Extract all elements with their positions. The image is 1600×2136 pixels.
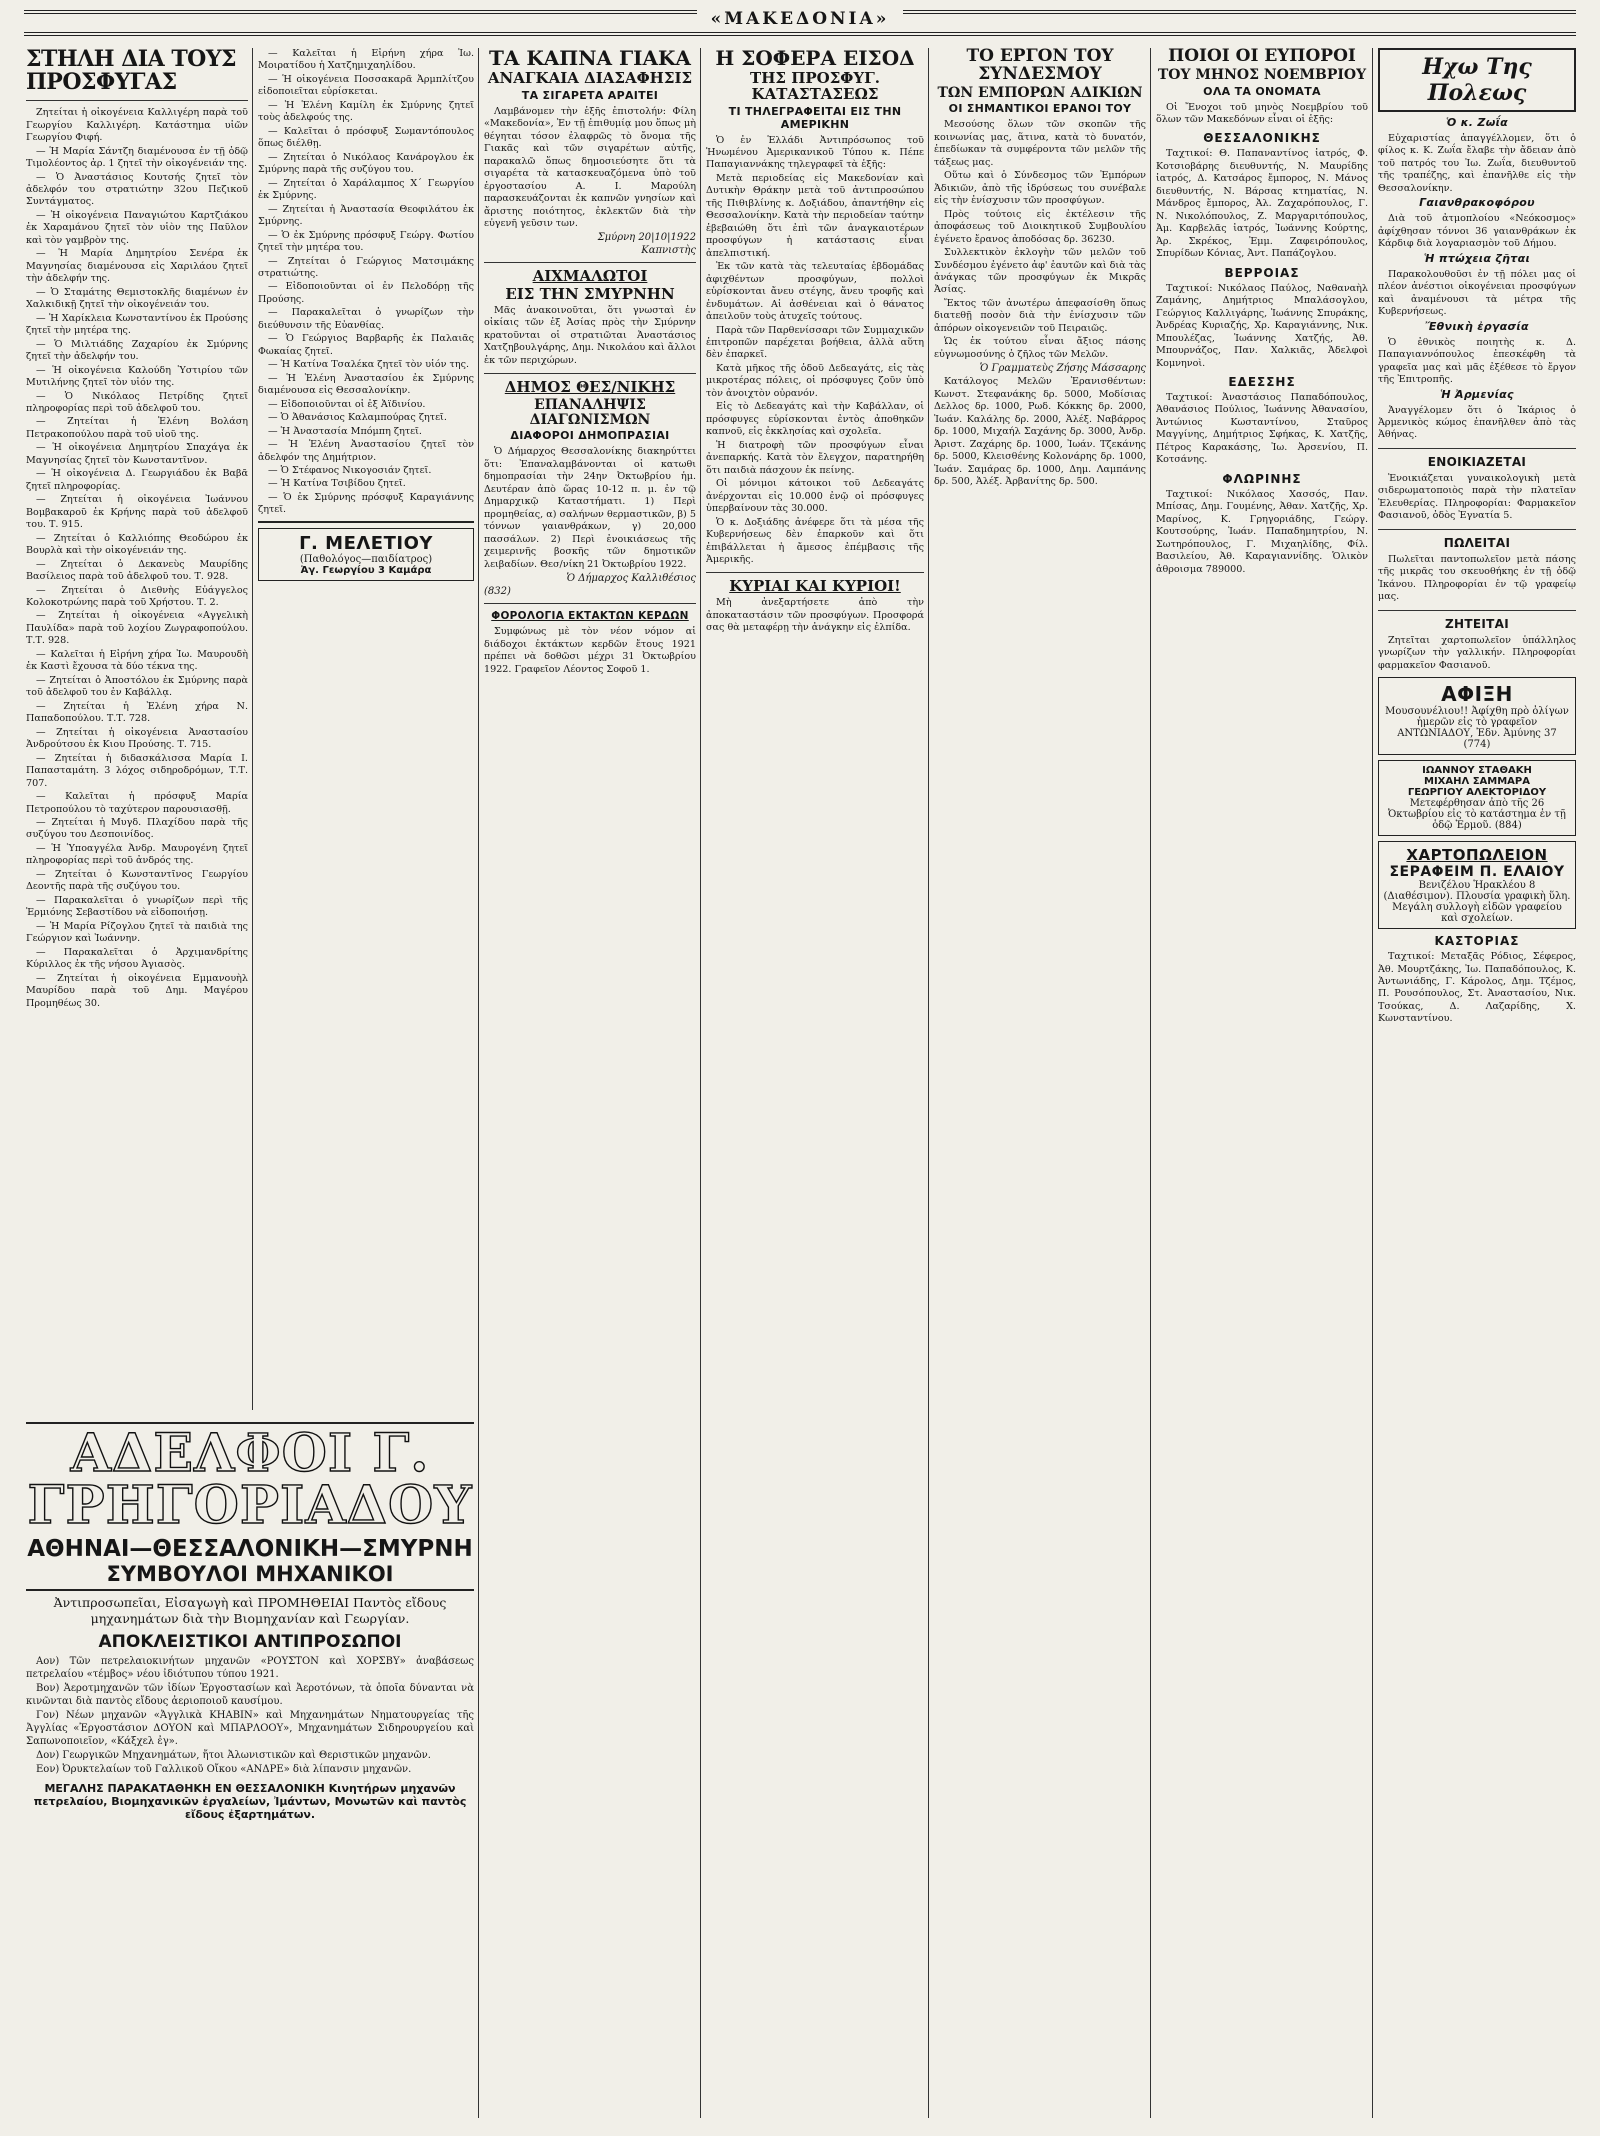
doctor-ad-title: Γ. ΜΕΛΕΤΙΟΥ <box>299 532 433 554</box>
echo-text-7: Πωλεῖται παντοπωλεῖον μετὰ πάσης τῆς μικρᾶς του σκευοθήκης ἐν τῇ ὁδῷ Ἰκάνου. Πληροφορίαι ἐν τῷ γραφείῳ μας. <box>1378 553 1576 603</box>
arrival-ad <box>1378 677 1576 755</box>
column-separator <box>928 48 929 2118</box>
arrival-ad-title: ΑΦΙΞΗ <box>1441 682 1513 707</box>
doctor-ad-sub: (Παθολόγος—παιδίατρος) <box>299 553 433 565</box>
refugee-column-cont-body <box>258 48 474 517</box>
municipality-sign: Ὁ Δήμαρχος Καλλιθέσιος <box>566 573 696 585</box>
echo-heading-6: ΕΝΟΙΚΙΑΖΕΤΑΙ <box>1427 454 1527 469</box>
notice-item: — Ἡ οἰκογένεια Δημητρίου Σπαχάγα ἐκ Μαγνησίας ζητεῖ τὸν Κωνσταντῖνον. <box>26 442 248 466</box>
article-paragraph: Κατὰ μῆκος τῆς ὁδοῦ Δεδεαγάτς, εἰς τὰς μικροτέρας πόλεις, οἱ πρόσφυγες ζοῦν ὑπὸ τὸν ἀνοιχτὸν οὐρανόν. <box>706 362 924 399</box>
grigoriadou-ad-desc: Ἀντιπροσωπεῖαι, Εἰσαγωγὴ καὶ ΠΡΟΜΗΘΕΙΑΙ Παντὸς εἴδους μηχανημάτων διὰ τὴν Βιομηχανίαν καὶ Γεωργίαν. <box>53 1595 447 1627</box>
city-section-title: ΕΔΕΣΣΗΣ <box>1228 374 1296 389</box>
column-separator <box>252 48 253 1410</box>
office-ad <box>1378 760 1576 836</box>
taxpayers-subtitle2: ΟΛΑ ΤΑ ΟΝΟΜΑΤΑ <box>1203 84 1321 98</box>
stationery-ad-sub: ΣΕΡΑΦΕΙΜ Π. ΕΛΑΙΟΥ <box>1389 864 1565 881</box>
merchants-subtitle: ΤΩΝ ΕΜΠΟΡΩΝ ΑΔΙΚΙΩΝ <box>937 84 1143 101</box>
merchants-secretary: Ὁ Γραμματεὺς Ζήσης Μάσσαρης <box>979 363 1146 375</box>
taxpayers-column <box>1156 48 1368 2118</box>
notice-item: — Ζητείται ὁ Γεώργιος Ματσιμάκης στρατιώτης. <box>258 255 474 279</box>
notice-item: — Ἡ οἰκογένεια Ποσσακαρᾶ Ἀρμπλίτζου εἰδοποιεῖται εὑρίσκεται. <box>258 73 474 98</box>
notice-item: — Ζητείται ὁ Νικόλαος Κανάρογλου ἐκ Σμύρνης παρὰ τῆς συζύγου του. <box>258 151 474 176</box>
merchants-list: Κατάλογος Μελῶν Ἐρανισθέντων: Κωνστ. Στεφανάκης δρ. 5000, Μοδίσιας Δελλος δρ. 1000, Ρωδ. Κόκκης δρ. 2000, Ἰωάν. Καλάλης δρ. 2000, Ἀλέξ. Ναβάρρος δρ. 1000, Μιχαήλ Σαχάνης δρ. 3000, Ἀνδρ. Ἀριστ. Ζαχάρης δρ. 1000, Ἰωάν. Τζεκάνης δρ. 5000, Κλεισθένης Κολονάρης δρ. 1000, Ἰωάν. Σαμάρας δρ. 1000, Δημ. Λαμπάνης δρ. 500, Ἀλέξ. Ἀρβανίτης δρ. 500. <box>934 376 1146 488</box>
notice-item: — Εἰδοποιοῦνται οἱ ἐξ Ἀϊδινίου. <box>268 398 426 410</box>
notice-item: — Παρακαλεῖται ὁ γνωρίζων περὶ τῆς Ἐρμιόνης Σεβαστίδου νὰ εἰδοποιήσῃ. <box>26 894 248 919</box>
echo-text-2: Διὰ τοῦ ἀτμοπλοίου «Νεόκοσμος» ἀφίχθησαν τόννοι 36 γαιανθράκων ἐκ Κάρδιφ διὰ λογαριασμὸν τοῦ Δήμου. <box>1378 213 1576 250</box>
america-subtitle: ΤΗΣ ΠΡΟΣΦΥΓ. ΚΑΤΑΣΤΑΣΕΩΣ <box>750 69 880 103</box>
city-echo-logo <box>1378 48 1576 112</box>
notice-item: — Καλεῖται ἡ πρόσφυξ Μαρία Πετροπούλου τὸ ταχύτερον παρουσιασθῇ. <box>26 791 248 815</box>
notice-item: — Ὁ ἐκ Σμύρνης πρόσφυξ Γεώργ. Φωτίου ζητεῖ τὴν μητέρα του. <box>258 229 474 254</box>
city-section-text: Ταχτικοί: Νικόλαος Χασσός, Παν. Μπίσας, Δημ. Γουμένης, Ἀθαν. Χατζῆς, Χρ. Μαρίνος, Κ. Γρηγοριάδης, Γεώργ. Κουτσούρης, Ἰωάν. Παπαδημητρίου, Ν. Σωτηρόπουλος, Γ. Μιχαηλίδης, Φίλ. Βασιλείου, Ἀθ. Καραγιαννίδης. Ὁλικὸν ἀθροισμα 789000. <box>1156 488 1368 575</box>
column-separator <box>700 48 701 2118</box>
ad-item: Εον) Ὀρυκτελαίων τοῦ Γαλλικοῦ Οἴκου «ΑΝΔΡΕ» διὰ λίπανσιν μηχανῶν. <box>36 1763 412 1775</box>
america-body <box>706 135 924 567</box>
city-section-text: Ταχτικοί: Νικόλαος Παύλος, Ναθαναὴλ Ζαμάνης, Δημήτριος Μπαλάσογλου, Γεώργιος Καλλιγάρης, Ἰωάννης Σπυράκης, Ἀνδρέας Κυριαζής, Χρ. Καραγιάννης, Νικ. Μπουλέζας, Ἰωάννης Χατζής, Ἀθ. Μπουρνάζος, Παν. Χαλκιᾶς, Ἀδελφοὶ Κομνηνοὶ. <box>1156 282 1368 369</box>
merchants-column <box>934 48 1146 2118</box>
notice-item: — Καλεῖται ἡ Εἰρήνη χήρα Ἰω. Μοιρατίδου ἡ Χατζημιχαηλίδου. <box>258 48 474 72</box>
notice-item: — Ὁ ἐκ Σμύρνης πρόσφυξ Καραγιάννης ζητεῖ. <box>258 491 474 516</box>
merchants-body <box>934 119 1146 361</box>
kastoria-title: ΚΑΣΤΟΡΙΑΣ <box>1434 934 1520 949</box>
echo-heading-4: Ἔθνικὴ ἐργασία <box>1425 319 1529 333</box>
notice-item: — Ὁ Γεώργιος Βαρβαρῆς ἐκ Παλαιᾶς Φωκαίας ζητεῖ. <box>258 333 474 357</box>
echo-text-5: Ἀναγγέλομεν ὅτι ὁ Ἰκάριος ὁ Ἀρμενικὸς κώμος ἐπανῆλθεν ἀπὸ τὰς Ἀθήνας. <box>1378 404 1576 441</box>
tobacco-body <box>484 106 696 231</box>
municipality-text: Ὁ Δήμαρχος Θεσσαλονίκης διακηρύττει ὅτι: Ἐπαναλαμβάνονται οἱ κατωθι δημοπρασίαι τὴν 24ην Ὀκτωβρίου ἡμ. Δευτέραν ἀπὸ ὥρας 10-12 π. μ. ἐν τῷ Δημαρχικῷ Καταστήματι. 1) Περὶ προμηθείας, α) σαλήνων θερμαστικῶν, β) 5 τόννων γαιανθράκων, γ) 20,000 πασσάλων. 2) Περὶ ἐνοικιάσεως τῆς χειμερινῆς βοσκῆς τῶν δημοτικῶν λειβαδίων. Θεσ/νίκη 21 Ὀκτωβρίου 1922. <box>484 446 696 570</box>
taxpayers-intro: Οἱ Ἔνοχοι τοῦ μηνὸς Νοεμβρίου τοῦ ὅλων τῶν Μακεδόνων εἶναι οἱ ἑξῆς: <box>1156 101 1368 125</box>
ad-item: Αον) Τῶν πετρελαιοκινήτων μηχανῶν «ΡΟΥΣΤΟΝ καὶ ΧΟΡΣΒΥ» ἀναβάσεως πετρελαίου «τέμβος» νέου ἰδιότυπου τύπου 1921. <box>26 1655 474 1680</box>
article-paragraph: Ὁ κ. Δοξιάδης ἀνέφερε ὅτι τὰ μέσα τῆς Κυβερνήσεως δὲν ἐπαρκοῦν καὶ ὅτι ἐπιβάλλεται ἡ ἄμεσος ἐπέμβασις τῆς Ἀμερικῆς. <box>706 516 924 565</box>
notice-item: — Παρακαλεῖται ὁ Ἀρχιμανδρίτης Κύριλλος ἐκ τῆς νήσου Ἀγιασὸς. <box>26 946 248 971</box>
notice-item: — Ζητείται ἡ οἰκογένεια Ἀναστασίου Ἀνδρούτσου ἐκ Κιου Προύσης. Τ. 715. <box>26 726 248 751</box>
america-column <box>706 48 924 2118</box>
tobacco-title: ΤΑ ΚΑΠΝΑ ΓΙΑΚΑ <box>489 48 691 70</box>
notice-item: — Ζητείται ὁ Κωνσταντῖνος Γεωργίου Δεοντῆς παρὰ τῆς συζύγου του. <box>26 868 248 893</box>
refugee-column-cont <box>258 48 474 1408</box>
tobacco-column <box>484 48 696 2118</box>
taxpayers-title: ΠΟΙΟΙ ΟΙ ΕΥΠΟΡΟΙ <box>1168 48 1356 66</box>
doctor-ad-addr: Ἀγ. Γεωργίου 3 Καμάρα <box>300 564 432 576</box>
notice-item: Ζητείται ἡ οἰκογένεια Καλλιγέρη παρὰ τοῦ Γεωργίου Καλλιγέρη. Κατάστημα υἱῶν Γεωργίου Φιφή. <box>26 107 248 144</box>
prisoners-subtitle: ΕΙΣ ΤΗΝ ΣΜΥΡΝΗΝ <box>505 285 675 304</box>
notice-item: — Ζητείται ἡ διδασκάλισσα Μαρία Ι. Παπασταμάτη. 3 λόχος σιδηροδρόμων, Τ.Τ. 707. <box>26 752 248 789</box>
grigoriadou-ad-role: ΣΥΜΒΟΥΛΟΙ ΜΗΧΑΝΙΚΟΙ <box>26 1562 474 1591</box>
arrival-ad-text: Μουσουνέλιου!! Ἀφίχθη πρὸ ὀλίγων ἡμερῶν εἰς τὸ γραφεῖον ΑΝΤΩΝΙΑΔΟΥ, Ἐδν. Ἀμύνης 37 (774) <box>1385 706 1569 751</box>
stationery-ad <box>1378 841 1576 929</box>
article-paragraph: Οὕτω καὶ ὁ Σύνδεσμος τῶν Ἐμπόρων Ἀδικιῶν, ἀπὸ τῆς ἱδρύσεως του συνέβαλε εἰς τὴν ἐνίσχυσιν τῶν προσφύγων. <box>934 170 1146 207</box>
notice-item: — Ζητείται ὁ Διεθνὴς Εὐάγγελος Κολοκοτρώνης παρὰ τοῦ Χρήστου. Τ. 2. <box>26 584 248 608</box>
municipality-subtitle: ΕΠΑΝΑΛΗΨΙΣ ΔΙΑΓΩΝΙΣΜΩΝ <box>529 397 651 428</box>
notice-item: — Ἡ Κατίνα Τσιβίδου ζητεῖ. <box>268 478 406 490</box>
doctor-ad <box>258 528 474 581</box>
article-paragraph: Εἰς τὸ Δεδεαγάτς καὶ τὴν Καβάλλαν, οἱ πρόσφυγες εὑρίσκονται ἐντὸς ἀποθηκῶν καπνοῦ, εἰς ἐκκλησίας καὶ σχολεῖα. <box>706 401 924 438</box>
notice-item: — Ἡ Χαρίκλεια Κωνσταντίνου ἐκ Προύσης ζητεῖ τὴν μητέρα της. <box>26 312 248 337</box>
notice-item: — Ἡ Μαρία Ρίζογλου ζητεῖ τὰ παιδιὰ της Γεώργιον καὶ Ἰωάννην. <box>26 920 248 945</box>
notice-item: — Ζητείται ὁ Καλλιόπης Θεοδώρου ἐκ Βουρλὰ καὶ τὴν οἰκογένειάν της. <box>26 532 248 557</box>
notice-item: — Ζητείται ἡ οἰκογένεια «Αγγελικὴ Παυλίδα» παρὰ τοῦ λοχίου Ζωγραφοπούλου. Τ.Τ. 928. <box>26 610 248 647</box>
echo-text-4: Ὁ ἐθνικὸς ποιητὴς κ. Δ. Παπαγιαννόπουλος ἐπεσκέφθη τὰ γραφεῖα μας καὶ μᾶς ἐξέθεσε τὸ ἔργον τῆς Ἐπιτροπῆς. <box>1378 336 1576 386</box>
column-separator <box>1150 48 1151 2118</box>
notice-item: — Ζητείται ὁ Χαράλαμπος Χ΄ Γεωργίου ἐκ Σμύρνης. <box>258 177 474 202</box>
office-ad-name-3: ΓΕΩΡΓΙΟΥ ΑΛΕΚΤΟΡΙΔΟΥ <box>1407 787 1547 799</box>
grigoriadou-ad-excl: ΑΠΟΚΛΕΙΣΤΙΚΟΙ ΑΝΤΙΠΡΟΣΩΠΟΙ <box>98 1631 402 1652</box>
article-paragraph: Ἔκτος τῶν ἀνωτέρω ἀπεφασίσθη ὅπως διατεθῇ ποσὸν διὰ τὴν ἐνίσχυσιν τῶν ἀπόρων οἰκογενειῶν τοῦ Πειραιῶς. <box>934 297 1146 334</box>
appeal-title: ΚΥΡΙΑΙ ΚΑΙ ΚΥΡΙΟΙ! <box>729 577 901 596</box>
notice-item: — Ζητείται ἡ οἰκογένεια Ἰωάννου Βομβακαροῦ ἐκ Κρήνης παρὰ τοῦ ἀδελφοῦ του. Τ. 915. <box>26 494 248 531</box>
refugee-column <box>26 48 248 1408</box>
echo-heading-3: Ἡ πτώχεια ζῆται <box>1423 251 1531 265</box>
appeal-text: Μὴ ἀνεξαρτήσετε ἀπὸ τὴν ἀποκαταστάσιν τῶν προσφύγων. Προσφορά σας θὰ μεταφέρῃ τὴν ἀνάγκην εἰς ἐλπίδα. <box>706 597 924 634</box>
echo-heading-1: Ὁ κ. Ζωΐα <box>1446 116 1508 129</box>
city-echo-column <box>1378 48 1576 2118</box>
echo-heading-7: ΠΩΛΕΙΤΑΙ <box>1443 535 1511 550</box>
notice-item: — Παρακαλεῖται ὁ γνωρίζων τὴν διεύθυνσιν τῆς Εὐανθίας. <box>258 307 474 331</box>
grigoriadou-ad-cities: ΑΘΗΝΑΙ—ΘΕΣΣΑΛΟΝΙΚΗ—ΣΜΥΡΝΗ <box>27 1536 473 1562</box>
stationery-ad-title: ΧΑΡΤΟΠΩΛΕΙΟΝ <box>1406 846 1548 865</box>
prisoners-text: Μᾶς ἀνακοινοῦται, ὅτι γνωσταὶ ἐν οἰκίαις τῶν ἐξ Ἀσίας πρὸς τὴν Σμύρνην κρατοῦνται οἱ στρατιῶται Ἀναστάσιος Χατζηβουλγάρης, Δημ. Νικολάου καὶ ἄλλοι ἐκ τῶν περιχώρων. <box>484 304 696 366</box>
office-ad-text: Μετεφέρθησαν ἀπὸ τῆς 26 Ὀκτωβρίου εἰς τὸ κατάστημα ἐν τῇ ὁδῷ Ἑρμοῦ. (884) <box>1388 798 1566 832</box>
echo-text-3: Παρακολουθοῦσι ἐν τῇ πόλει μας οἱ πλέον ἀνέστιοι οἰκογένειαι προσφύγων καὶ ἀναμένουσι τὰ μέτρα τῆς Κυβερνήσεως. <box>1378 268 1576 318</box>
tax-text: Συμφώνως μὲ τὸν νέον νόμον αἱ διάδοχοι ἐκτάκτων κερδῶν ἔτους 1921 πρέπει νὰ δοθῶσι μέχρι 31 Ὀκτωβρίου 1922. Γραφεῖον Λέοντος Σοφοῦ 1. <box>484 626 696 675</box>
notice-item: — Ἡ οἰκογένεια Παναγιώτου Καρτζιάκου ἐκ Χαραμάνου ζητεῖ τὸν υἱὸν της Παῦλον καὶ τὸν γαμβρὸν της. <box>26 209 248 246</box>
city-section-text: Ταχτικοί: Ἀναστάσιος Παπαδόπουλος, Ἀθανάσιος Πούλιος, Ἰωάννης Ἀθανασίου, Ἀντώνιος Κωσταντίνου, Σταῦρος Μαγγίνης, Δημήτριος Σφήκας, Κ. Χατζῆς, Πέτρος Καρακάσης, Ἰω. Ἀρσενίου, Π. Κοτσάνης. <box>1156 391 1368 466</box>
echo-text-1: Εὐχαριστίας ἀπαγγέλλομεν, ὅτι ὁ φίλος κ. Κ. Ζωΐα ἔλαβε τὴν ἄδειαν ἀπὸ τοῦ πατρός του Ἰω. Ζωΐα, διευθυντοῦ τῆς τραπέζης, καὶ ἐπανῆλθε εἰς τὴν Θεσσαλονίκην. <box>1378 133 1576 194</box>
article-paragraph: Ἐκ τῶν κατὰ τὰς τελευταίας ἑβδομάδας ἀφιχθέντων προσφύγων, πολλοὶ εὑρίσκονται ἄνευ στέγης, ἄνευ τροφῆς καὶ ἐνδυμάτων. Αἱ ἀσθένειαι καὶ ὁ θάνατος ἀπειλοῦν τοὺς ἀτυχεῖς τούτους. <box>706 261 924 323</box>
refugee-column-body <box>26 107 248 1010</box>
city-section-title: ΦΛΩΡΙΝΗΣ <box>1222 471 1302 486</box>
taxpayers-sections <box>1156 131 1368 576</box>
article-paragraph: Παρὰ τῶν Παρθενίσσαρι τῶν Συμμαχικῶν ἐπιτροπῶν παρέχεται βοήθεια, ἀλλὰ αὕτη δὲν ἐπαρκεῖ. <box>706 324 924 361</box>
notice-item: — Καλεῖται ἡ Εἰρήνη χήρα Ἰω. Μαυρουδὴ ἐκ Καστὶ ἔχουσα τὰ δύο τέκνα της. <box>26 648 248 673</box>
masthead <box>0 9 1600 29</box>
notice-item: — Ἡ Μαρία Σάντζη διαμένουσα ἐν τῇ ὁδῷ Τιμολέοντος ἀρ. 1 ζητεῖ τὴν οἰκογένειάν της. <box>26 145 248 170</box>
ad-item: Βον) Ἀεροτμηχανῶν τῶν ἰδίων Ἐργοστασίων καὶ Ἀεροτόνων, τὰ ὁποῖα δύνανται νὰ κινῶνται διὰ παντὸς εἴδους ἀεριοποιοῦ καυσίμου. <box>26 1682 474 1707</box>
notice-item: — Ἡ Ἑλένη Καμίλη ἐκ Σμύρνης ζητεῖ τοὺς ἀδελφούς της. <box>258 99 474 124</box>
notice-item: — Ἡ Κατίνα Τσαλέκα ζητεῖ τὸν υἱόν της. <box>268 359 470 371</box>
city-echo-logo-text: Ηχω Της Πολεως <box>1422 54 1532 106</box>
notice-item: — Ἡ Ἑλένη Ἀναστασίου ζητεῖ τὸν ἀδελφόν της Δημήτριον. <box>258 439 474 463</box>
kastoria-text: Ταχτικοί: Μεταξᾶς Ρόδιος, Σέφερος, Ἀθ. Μουρτζάκης, Ἰω. Παπαδόπουλος, Κ. Ἀντωνιάδης, Γ. Κάρολος, Δημ. Τζέμος, Π. Ρουσόπουλος, Στ. Ἀναστασίου, Νικ. Τσούκας, Δ. Λαζαρίδης, Χ. Κωνσταντίνου. <box>1378 951 1576 1025</box>
merchants-subtitle2: ΟΙ ΣΗΜΑΝΤΙΚΟΙ ΕΡΑΝΟΙ ΤΟΥ <box>948 102 1132 116</box>
america-title: Η ΣΟΦΕΡΑ ΕΙΣΟΔ <box>715 48 915 70</box>
notice-item: — Ὁ Μιλτιάδης Ζαχαρίου ἐκ Σμύρνης ζητεῖ τὴν ἀδελφήν του. <box>26 338 248 363</box>
municipality-subtitle2: ΔΙΑΦΟΡΟΙ ΔΗΜΟΠΡΑΣΙΑΙ <box>510 429 670 443</box>
notice-item: — Ἡ Ἑλένη Ἀναστασίου ἐκ Σμύρνης διαμένουσα εἰς Θεσσαλονίκην. <box>258 372 474 397</box>
notice-item: — Ἡ Ὑποαγγέλα Ἀνδρ. Μαυρογένη ζητεῖ πληροφορίας περὶ τοῦ ἀνδρός της. <box>26 842 248 867</box>
grigoriadou-ad <box>26 1418 474 2118</box>
city-section-title: ΒΕΡΡΟΙΑΣ <box>1224 265 1300 280</box>
notice-item: — Ὁ Νικόλαος Πετρίδης ζητεῖ πληροφορίας περὶ τοῦ ἀδελφοῦ του. <box>26 390 248 414</box>
notice-item: — Ὁ Ἀναστάσιος Κουτσής ζητεῖ τὸν ἀδελφόν του στρατιώτην 32ου Πεζικοῦ Συντάγματος. <box>26 171 248 208</box>
echo-heading-2: Γαιανθρακοφόρου <box>1419 196 1535 210</box>
notice-item: — Ζητείται ἡ Ἐλένη χήρα Ν. Παπαδοπούλου. Τ.Τ. 728. <box>26 700 248 725</box>
article-paragraph: Ὁ ἐν Ἑλλάδι Ἀντιπρόσωπος τοῦ Ἡνωμένου Ἀμερικανικοῦ Τύπου κ. Πέπε Παπαγιαννάκης τηλεγραφεῖ τὰ ἑξῆς: <box>706 134 924 171</box>
notice-item: — Ζητείται ἡ Μυγδ. Πλαχίδου παρὰ τῆς συζύγου του Δεσποινίδος. <box>26 816 248 841</box>
notice-item: — Εἰδοποιοῦνται οἱ ἐν Πελοδόρῃ τῆς Προύσης. <box>258 281 474 305</box>
notice-item: — Ζητείται ἡ οἰκογένεια Εμμανουὴλ Μαυρίδου παρὰ τοῦ Δημ. Μαγέρου Προμηθέως 30. <box>26 972 248 1009</box>
echo-heading-8: ΖΗΤΕΙΤΑΙ <box>1445 616 1509 631</box>
tax-title: ΦΟΡΟΛΟΓΙΑ ΕΚΤΑΚΤΩΝ ΚΕΡΔΩΝ <box>491 610 689 623</box>
tobacco-date: Σμύρνη 20|10|1922 <box>597 232 696 244</box>
echo-text-8: Ζητεῖται χαρτοπωλεῖον ὑπάλληλος γνωρίζων τὴν γαλλικήν. Πληροφορίαι φαρμακεῖον Φασιανοῦ. <box>1378 634 1576 671</box>
notice-item: — Ὁ Σταμάτης Θεμιστοκλῆς διαμένων ἐν Χαλκιδικῇ ζητεῖ τὴν οἰκογένειάν του. <box>26 286 248 311</box>
column-separator <box>478 48 479 2118</box>
america-subtitle2: ΤΙ ΤΗΛΕΓΡΑΦΕΙΤΑΙ ΕΙΣ ΤΗΝ ΑΜΕΡΙΚΗΝ <box>728 104 902 131</box>
grigoriadou-ad-items <box>26 1655 474 1776</box>
notice-item: — Ἡ οἰκογένεια Δ. Γεωργιάδου ἐκ Βαβᾶ ζητεῖ πληροφορίας. <box>26 468 248 492</box>
paper-name: «ΜΑΚΕΔΟΝΙΑ» <box>697 9 904 29</box>
grigoriadou-ad-name: ΑΔΕΛΦΟΙ Γ. ΓΡΗΓΟΡΙΑΔΟΥ <box>27 1423 473 1536</box>
grigoriadou-ad-footer: ΜΕΓΑΛΗΣ ΠΑΡΑΚΑΤΑΘΗΚΗ ΕΝ ΘΕΣΣΑΛΟΝΙΚΗ Κινητήρων μηχανῶν πετρελαίου, Βιομηχανικῶν ἐργαλείων, Ἰμάντων, Μονωτῶν καὶ παντὸς εἴδους ἐξαρτημάτων. <box>33 1781 467 1821</box>
notice-item: — Ζητείται ἡ Ἀναστασία Θεοφιλάτου ἐκ Σμύρνης. <box>258 203 474 228</box>
article-paragraph: Ἡ διατροφὴ τῶν προσφύγων εἶναι ἀνεπαρκής. Κατὰ τὸν ἔλεγχον, παρατηρήθη ὅτι παιδιὰ πάσχουν ἐκ πείνης. <box>706 439 924 476</box>
notice-item: — Καλεῖται ὁ πρόσφυξ Σωμαντόπουλος ὅπως διέλθῃ. <box>258 125 474 150</box>
column-separator <box>1372 48 1373 2118</box>
tobacco-text: Λαμβάνομεν τὴν ἑξῆς ἐπιστολήν: Φίλη «Μακεδονία», Ἐν τῇ ἐπιθυμίᾳ μου ὅπως μὴ θέγηται τόσον ἐλαφρῶς τὸ ὄνομα τῆς Γιακᾶς καὶ τῶν σιγαρέτων αὐτῆς, παρακαλῶ ὅπως δημοσιεύσητε ὅτι τὰ σιγαρέτα τὰ κατασκευαζόμενα ὑπὸ τοῦ ἐργοστασίου Α. Ι. Μαρούλη παρασκευάζονται ἐκ καπνῶν γνησίων καὶ ἄριστης ποιότητος, ἐκλεκτῶν διὰ τὴν εὐγενῆ γεῦσιν των. <box>484 105 696 229</box>
article-paragraph: Ὡς ἐκ τούτου εἶναι ἄξιος πάσης εὐγνωμοσύνης ὁ ζῆλος τῶν Μελῶν. <box>934 336 1146 360</box>
city-section-title: ΘΕΣΣΑΛΟΝΙΚΗΣ <box>1203 131 1321 146</box>
notice-item: — Ἡ οἰκογένεια Καλούδη Ὑστιρίου τῶν Μυτιλήνης ζητεῖ τὸν υἱόν της. <box>26 364 248 389</box>
article-paragraph: Οἱ μόνιμοι κάτοικοι τοῦ Δεδεαγάτς ἀνέρχονται εἰς 10.000 ἐνῷ οἱ πρόσφυγες ὑπερβαίνουν τὰς 30.000. <box>706 478 924 515</box>
stationery-ad-text: Βενιζέλου Ἡρακλέου 8 (Διαθέσιμον). Πλουσία γραφικὴ ὕλη. Μεγάλη συλλογὴ εἰδῶν γραφείου καὶ σχολείων. <box>1383 880 1571 925</box>
prisoners-title: ΑΙΧΜΑΛΩΤΟΙ <box>532 267 648 286</box>
notice-item: — Ὁ Ἀθανάσιος Καλαμπούρας ζητεῖ. <box>268 412 447 424</box>
refugee-column-title: ΣΤΗΛΗ ΔΙΑ ΤΟΥΣ ΠΡΟΣΦΥΓΑΣ <box>26 48 237 96</box>
article-paragraph: Μετὰ περιοδείας εἰς Μακεδονίαν καὶ Δυτικὴν Θράκην μετὰ τοῦ ἀντιπροσώπου τῆς Πιθιβλίνης κ. Δοξιάδου, ἀπαντήθην εἰς Θεσσαλονίκην. Κατὰ τὴν περιοδείαν ταύτην ἐβεβαιώθη ὅτι ἐπὶ τῶν ἀναγκαιοτέρων προσφύγων ἡ κατάστασις εἶναι ἀπελπιστική. <box>706 172 924 259</box>
city-section-text: Ταχτικοί: Θ. Παπαναντίνος ἰατρός, Φ. Κοτσιοβάρης διευθυντής, Ν. Μαυρίδης ἰατρός, Δ. Κατσάρος ἔμπορος, Ν. Μάνος διευθυντής, Ν. Βάρσας κτηματίας, Ν. Μάνδρος ἔμπορος, Ἀλ. Ζαχαρόπουλος, Γ. Ν. Νικολόπουλος, Ζ. Μαργαριτόπουλος, Ἀμ. Καρβελᾶς ἰατρός, Ἰωάννης Κούρτης, Ἀρ. Σκρέκος, Ἐμμ. Ζαφειρόπουλος, Σπυρίδων Κόνιας, Ἀντ. Παπάζογλου. <box>1156 148 1368 260</box>
tobacco-subtitle2: ΤΑ ΣΙΓΑΡΕΤΑ ΑΡΑΙΤΕΙ <box>521 88 659 102</box>
notice-item: — Ὁ Στέφανος Νικογοσιάν ζητεῖ. <box>268 465 432 476</box>
municipality-ref: (832) <box>484 586 511 598</box>
article-paragraph: Συλλεκτικὸν ἐκλογὴν τῶν μελῶν τοῦ Συνδέσμου ἐγένετο ἀφ' ἑαυτῶν καὶ διὰ τὰς ἀνάγκας τῶν προσφύγων ἐκ Μικρᾶς Ἀσίας. <box>934 247 1146 296</box>
notice-item: — Ἡ Μαρία Δημητρίου Σενέρα ἐκ Μαγνησίας διαμένουσα εἰς Χαριλάου ζητεῖ τὴν ἀδελφήν της. <box>26 248 248 285</box>
notice-item: — Ζητείται ὁ Δεκανεὺς Μαυρίδης Βασίλειος παρὰ τοῦ ἀδελφοῦ του. Τ. 928. <box>26 558 248 583</box>
article-paragraph: Μεσούσης ὅλων τῶν σκοπῶν τῆς κοινωνίας μας, ἅτινα, κατὰ τὸ δυνατόν, ἐπεδίωκαν τὰ συμφέροντα τῶν μελῶν τῆς τάξεως μας. <box>934 119 1146 168</box>
notice-item: — Ζητείται ὁ Ἀποστόλου ἐκ Σμύρνης παρὰ τοῦ ἀδελφοῦ του ἐν Καβάλλᾳ. <box>26 674 248 699</box>
echo-text-6: Ἐνοικιάζεται γυναικολογικὴ μετὰ σιδερωματοποιὸς παρὰ τὴν πλατεῖαν Ἐλευθερίας. Πληροφορίαι: Φαρμακεῖον Φασιανοῦ, ὁδὸς Ἐγνατία 5. <box>1378 472 1576 522</box>
echo-heading-5: Ἡ Ἀρμενίας <box>1440 387 1514 401</box>
municipality-title: ΔΗΜΟΣ ΘΕΣ/ΝΙΚΗΣ <box>504 378 676 397</box>
tobacco-subtitle: ΑΝΑΓΚΑΙΑ ΔΙΑΣΑΦΗΣΙΣ <box>487 69 693 87</box>
taxpayers-subtitle: ΤΟΥ ΜΗΝΟΣ ΝΟΕΜΒΡΙΟΥ <box>1157 66 1367 83</box>
office-ad-name-1: ΙΩΑΝΝΟΥ ΣΤΑΘΑΚΗ <box>1422 765 1532 777</box>
article-paragraph: Πρὸς τούτοις εἰς ἐκτέλεσιν τῆς ἀποφάσεως τοῦ Διοικητικοῦ Συμβουλίου ἐγένετο ἔρανος ἀποδόσας δρ. 36230. <box>934 208 1146 245</box>
notice-item: — Ἡ Ἀναστασία Μπόμπη ζητεῖ. <box>268 425 422 437</box>
ad-item: Γον) Νέων μηχανῶν «Ἀγγλικὰ ΚΗΑΒΙΝ» καὶ Μηχανημάτων Νηματουργείας τῆς Ἀγγλίας «Ἐργοστάσιον ΔΟΥΟΝ καὶ ΜΠΑΡΛΟΟΥ», Μηχανημάτων Σιδηρουργείου καὶ Σαπωνοποιεῖον, «Κάξχελ ἐγ». <box>26 1709 474 1747</box>
merchants-title: ΤΟ ΕΡΓΟΝ ΤΟΥ ΣΥΝΔΕΣΜΟΥ <box>966 48 1114 84</box>
notice-item: — Ζητείται ἡ Ἑλένη Βολάση Πετρακοπούλου παρὰ τοῦ υἱοῦ της. <box>26 416 248 440</box>
ad-item: Δον) Γεωργικῶν Μηχανημάτων, ἤτοι Ἀλωνιστικῶν καὶ Θεριστικῶν μηχανῶν. <box>36 1749 431 1761</box>
tobacco-sign: Καπνιστὴς <box>641 245 696 257</box>
office-ad-name-2: ΜΙΧΑΗΛ ΣΑΜΜΑΡΑ <box>1424 776 1530 788</box>
